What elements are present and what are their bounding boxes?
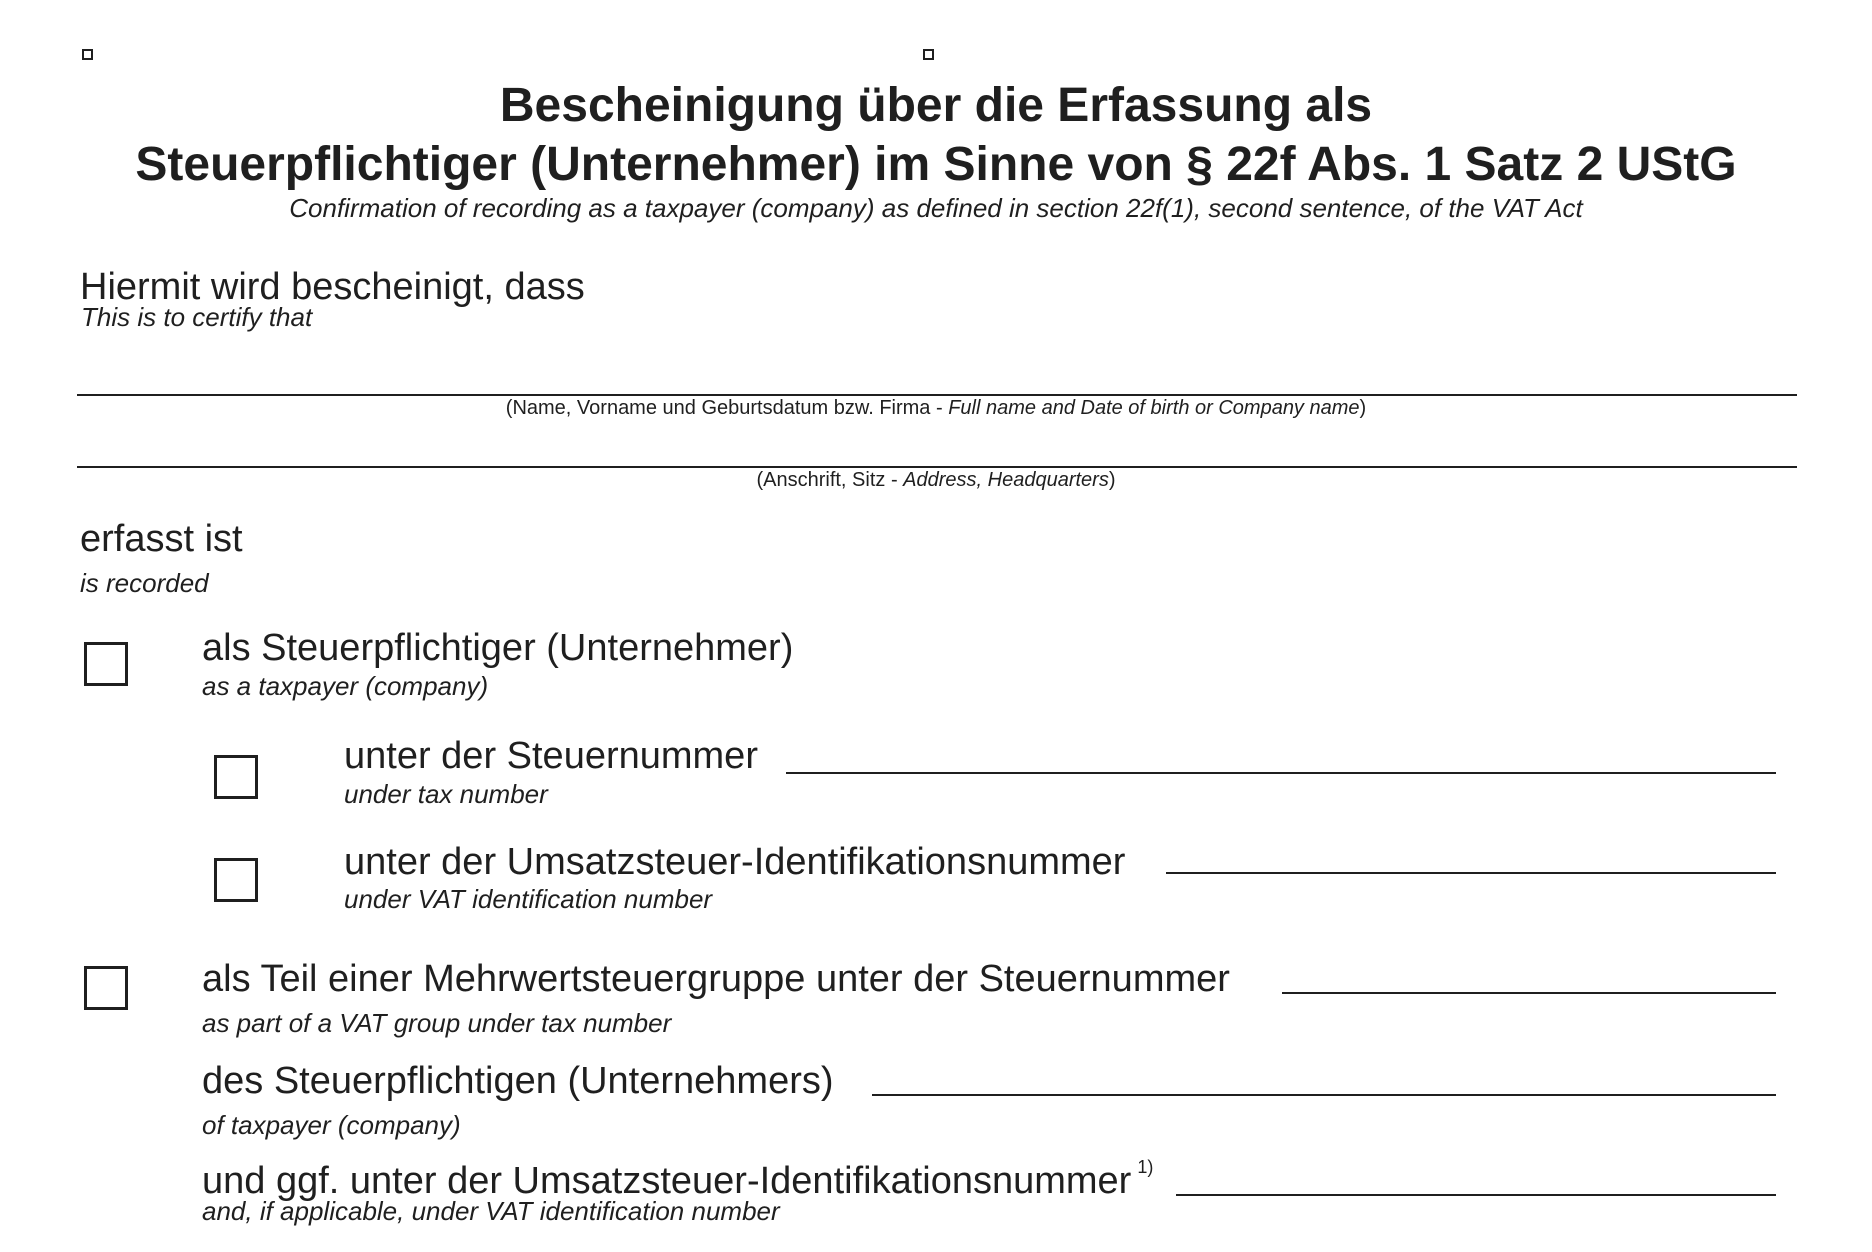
name-caption-en: Full name and Date of birth or Company name [948,397,1360,419]
tax-number-input[interactable] [786,740,1776,772]
vat-id-line [1166,872,1776,874]
group-taxpayer-input[interactable] [872,1062,1776,1094]
group-vat-id-input[interactable] [1176,1162,1776,1194]
vat-id-input[interactable] [1166,840,1776,872]
name-input[interactable] [77,360,1797,394]
vat-id-label: unter der Umsatzsteuer-Identifikationsnummer [344,841,1126,883]
taxpayer-label-en: as a taxpayer (company) [202,671,489,701]
recorded-label: erfasst ist [80,518,243,560]
address-input[interactable] [77,432,1797,466]
vat-id-checkbox[interactable] [214,858,258,902]
group-taxpayer-label: des Steuerpflichtigen (Unternehmers) [202,1060,834,1102]
group-vat-id-label-en: and, if applicable, under VAT identification number [202,1196,780,1226]
tax-number-label: unter der Steuernummer [344,735,758,777]
vat-group-input[interactable] [1282,960,1776,992]
name-caption-end: ) [1359,397,1367,419]
tax-number-label-en: under tax number [344,779,548,809]
vat-group-label: als Teil einer Mehrwertsteuergruppe unter der Steuernummer [202,958,1230,1000]
recorded-label-en: is recorded [80,568,209,598]
registration-marker-center [923,49,934,60]
vat-id-label-en: under VAT identification number [344,884,713,914]
tax-number-line [786,772,1776,774]
name-caption [0,396,1872,420]
address-caption-de: (Anschrift, Sitz - [756,469,904,491]
form-subtitle: Confirmation of recording as a taxpayer (company) as defined in section 22f(1), second sentence, of the VAT Act [289,193,1583,223]
vat-group-line [1282,992,1776,994]
address-caption-en: Address, Headquarters [903,469,1109,491]
address-caption [0,468,1872,492]
group-vat-id-line [1176,1194,1776,1196]
form-title-line1: Bescheinigung über die Erfassung als [499,79,1373,132]
registration-marker-left [82,49,93,60]
group-taxpayer-line [872,1094,1776,1096]
certify-label-en: This is to certify that [81,302,313,332]
name-caption-de: (Name, Vorname und Geburtsdatum bzw. Firma - [505,397,949,419]
group-vat-id-text: und ggf. unter der Umsatzsteuer-Identifikationsnummer [202,1160,1132,1202]
footnote-marker: 1) [1137,1157,1154,1177]
taxpayer-label: als Steuerpflichtiger (Unternehmer) [202,627,794,669]
certify-label: Hiermit wird bescheinigt, dass [80,266,585,308]
form-title-line2: Steuerpflichtiger (Unternehmer) im Sinne von § 22f Abs. 1 Satz 2 UStG [135,138,1737,191]
vat-group-checkbox[interactable] [84,966,128,1010]
tax-number-checkbox[interactable] [214,755,258,799]
address-caption-end: ) [1108,469,1116,491]
taxpayer-checkbox[interactable] [84,642,128,686]
group-taxpayer-label-en: of taxpayer (company) [202,1110,461,1140]
vat-group-label-en: as part of a VAT group under tax number [202,1008,672,1038]
